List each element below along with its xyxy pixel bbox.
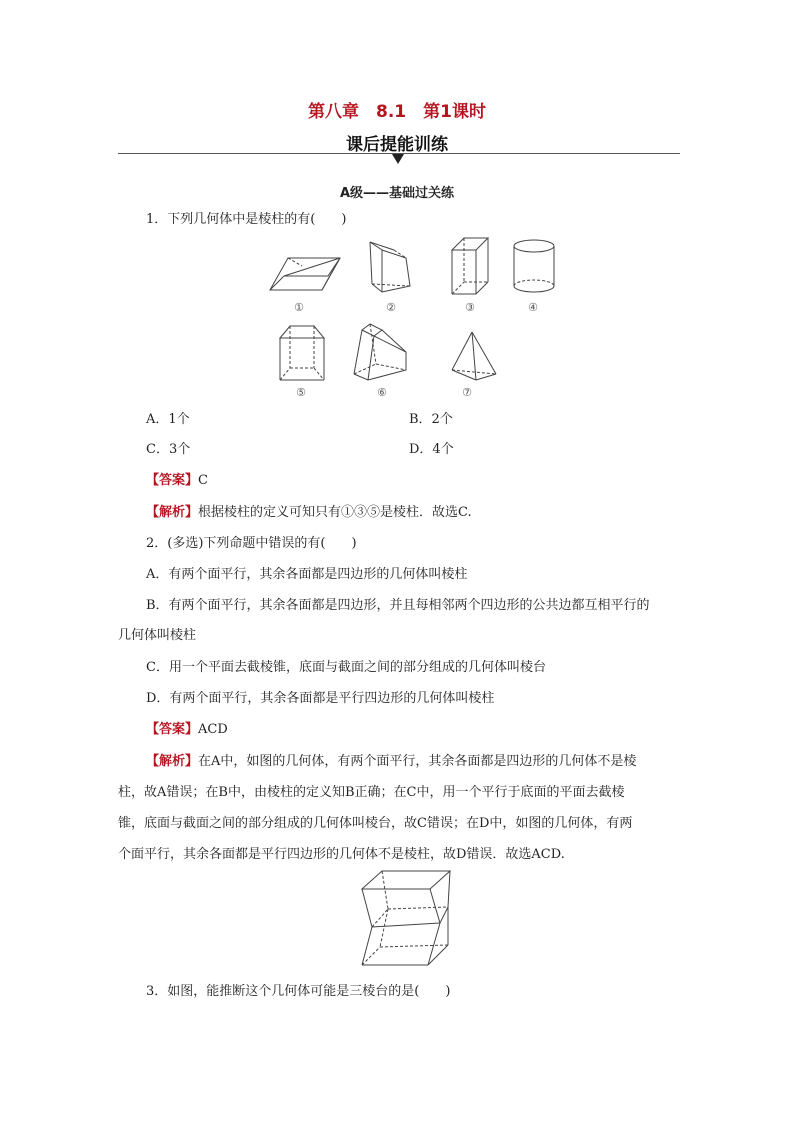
q1-option-a: A．1个 [146, 412, 190, 427]
q2-analysis-line3: 锥，底面与截面之间的部分组成的几何体叫棱台，故C错误；在D中，如图的几何体，有两 [118, 816, 633, 831]
solid-figure-1 [268, 246, 348, 294]
solid-figure-2 [368, 240, 416, 298]
q1-option-d: D．4个 [409, 442, 454, 457]
analysis-tag: 【解析】 [146, 505, 199, 520]
figure-label-6: ⑥ [377, 386, 387, 399]
figure-label-1: ① [294, 301, 304, 314]
q2-analysis-line2: 柱，故A错误；在B中，由棱柱的定义知B正确；在C中，用一个平行于底面的平面去截棱 [118, 785, 625, 800]
q2-analysis-line4: 个面平行，其余各面都是平行四边形的几何体不是棱柱，故D错误．故选ACD. [118, 847, 565, 862]
q1-option-b: B．2个 [409, 412, 453, 427]
q1-stem: 1．下列几何体中是棱柱的有( ) [146, 212, 347, 227]
figure-label-3: ③ [465, 301, 475, 314]
q2-option-a: A．有两个面平行，其余各面都是四边形的几何体叫棱柱 [146, 567, 468, 582]
solid-figure-4 [512, 238, 556, 296]
page-title: 第八章 8.1 第1课时 [308, 102, 486, 122]
solid-figure-7 [450, 330, 500, 384]
q2-answer [146, 721, 228, 739]
q2-option-c: C．用一个平面去截棱锥，底面与截面之间的部分组成的几何体叫棱台 [146, 660, 546, 675]
figure-label-4: ④ [528, 301, 538, 314]
q2-analysis-text: 在A中，如图的几何体，有两个面平行，其余各面都是四边形的几何体不是棱 [198, 754, 637, 769]
q1-answer [146, 472, 208, 490]
figure-label-2: ② [386, 301, 396, 314]
q1-option-c: C．3个 [146, 442, 191, 457]
stacked-solid-figure [358, 867, 454, 977]
page-subtitle: 课后提能训练 [346, 135, 448, 155]
analysis-tag: 【解析】 [146, 754, 199, 769]
q2-option-b-line1: B．有两个面平行，其余各面都是四边形，并且每相邻两个四边形的公共边都互相平行的 [146, 598, 650, 613]
q2-answer-value: ACD [198, 722, 228, 737]
q1-answer-value: C [198, 473, 208, 488]
q1-analysis [146, 504, 472, 522]
figure-label-5: ⑤ [296, 386, 306, 399]
solid-figure-5 [278, 322, 328, 384]
q2-option-b-line2: 几何体叫棱柱 [118, 628, 197, 643]
q1-analysis-text: 根据棱柱的定义可知只有①③⑤是棱柱．故选C. [198, 505, 472, 520]
level-heading: A级——基础过关练 [339, 186, 455, 201]
q2-analysis-line1 [146, 753, 636, 771]
answer-tag: 【答案】 [146, 722, 199, 737]
q2-option-d: D．有两个面平行，其余各面都是平行四边形的几何体叫棱柱 [146, 691, 495, 706]
answer-tag: 【答案】 [146, 473, 199, 488]
solid-figure-6 [352, 322, 410, 384]
q2-stem: 2．(多选)下列命题中错误的有( ) [146, 536, 357, 551]
q3-stem: 3．如图，能推断这个几何体可能是三棱台的是( ) [146, 984, 451, 999]
figure-label-7: ⑦ [462, 386, 472, 399]
solid-figure-3 [450, 236, 492, 298]
triangle-marker-icon [392, 154, 404, 164]
